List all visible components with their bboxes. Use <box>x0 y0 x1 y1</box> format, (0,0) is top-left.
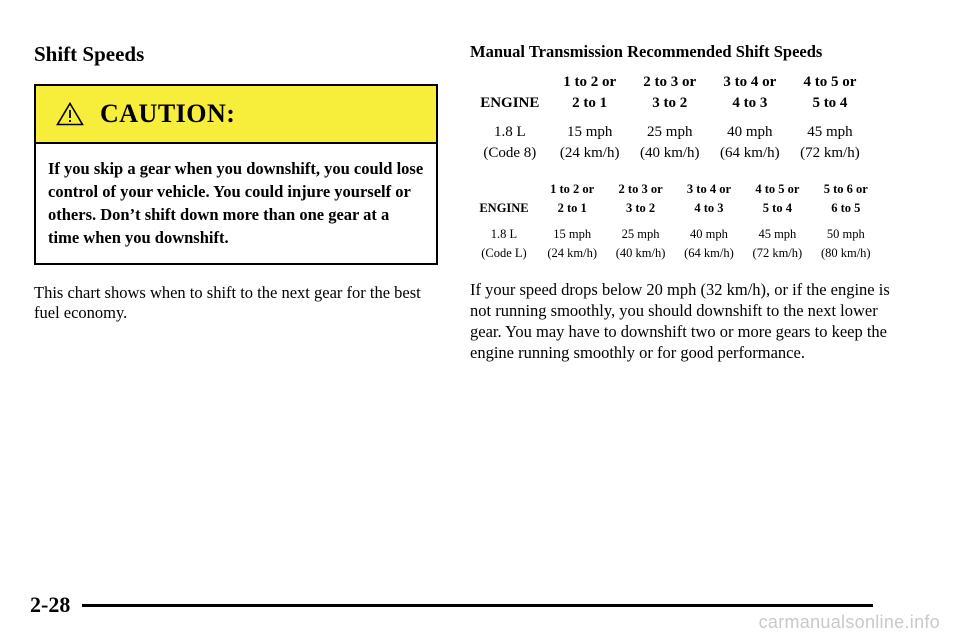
engine-cell: 1.8 L <box>493 124 526 140</box>
speed-kmh-cell: (24 km/h) <box>547 246 598 260</box>
table-header-row <box>470 180 880 218</box>
speed-cell: 50 mph <box>826 227 865 241</box>
shift-speed-table-title: Manual Transmission Recommended Shift Speeds <box>470 42 823 61</box>
speed-cell: 45 mph <box>758 227 797 241</box>
column-header: 4 to 5 or 5 to 4 <box>803 74 857 111</box>
engine-code-cell: (Code 8) <box>483 145 537 161</box>
column-header: 1 to 2 or 2 to 1 <box>563 74 617 111</box>
shift-speed-table-code-8 <box>470 72 870 164</box>
speed-kmh-cell: (40 km/h) <box>639 145 700 161</box>
speed-cell: 40 mph <box>690 227 728 241</box>
left-column <box>34 36 442 323</box>
speed-cell: 25 mph <box>647 124 693 140</box>
table-row <box>470 218 880 244</box>
speed-cell: 45 mph <box>807 124 853 140</box>
column-header: 4 to 5 or 5 to 4 <box>755 182 800 215</box>
column-header: 1 to 2 or 2 to 1 <box>550 182 595 215</box>
speed-kmh-cell: (80 km/h) <box>820 246 871 260</box>
engine-code-cell: (Code L) <box>481 246 527 260</box>
speed-kmh-cell: (24 km/h) <box>559 145 620 161</box>
column-header: 3 to 4 or 4 to 3 <box>686 182 732 215</box>
speed-kmh-cell: (72 km/h) <box>800 145 860 161</box>
table-row <box>470 114 870 143</box>
speed-kmh-cell: (40 km/h) <box>615 246 666 260</box>
engine-cell: 1.8 L <box>490 227 518 241</box>
page-number: 2-28 <box>30 592 71 617</box>
column-header: 5 to 6 or 6 to 5 <box>823 182 868 215</box>
speed-kmh-cell: (72 km/h) <box>752 246 803 260</box>
speed-cell: 15 mph <box>566 124 613 140</box>
warning-triangle-icon <box>56 102 84 126</box>
column-header: 2 to 3 or 3 to 2 <box>643 74 697 111</box>
table-header-row <box>470 72 870 114</box>
caution-text: If you skip a gear when you downshift, you could lose control of your vehicle. You could injure yourself or others. Don’t shift down more than one gear at a time when you downshift. <box>48 159 424 247</box>
column-header: 2 to 3 or 3 to 2 <box>618 182 663 215</box>
footer-rule <box>82 604 873 607</box>
speed-kmh-cell: (64 km/h) <box>720 145 780 161</box>
page-title: Shift Speeds <box>34 42 145 66</box>
speed-cell: 25 mph <box>621 227 660 241</box>
shift-speed-table-code-l <box>470 180 880 263</box>
caution-header <box>36 86 436 144</box>
table-row <box>470 143 870 164</box>
speed-cell: 40 mph <box>727 124 773 140</box>
downshift-paragraph: If your speed drops below 20 mph (32 km/h), or if the engine is not running smoothly, you should downshift to the next lower gear. You may have to downshift two or more gears to keep the engine running smoothly or for good performance. <box>470 280 890 362</box>
speed-cell: 15 mph <box>553 227 592 241</box>
caution-label: CAUTION: <box>100 99 236 128</box>
speed-kmh-cell: (64 km/h) <box>684 246 734 260</box>
right-column <box>470 36 910 363</box>
engine-header: ENGINE <box>479 201 529 215</box>
intro-paragraph: This chart shows when to shift to the next gear for the best fuel economy. <box>34 283 421 322</box>
caution-box <box>34 84 438 265</box>
column-header: 3 to 4 or 4 to 3 <box>723 74 777 111</box>
engine-header: ENGINE <box>480 95 540 111</box>
watermark: carmanualsonline.info <box>758 612 940 632</box>
table-row <box>470 244 880 263</box>
